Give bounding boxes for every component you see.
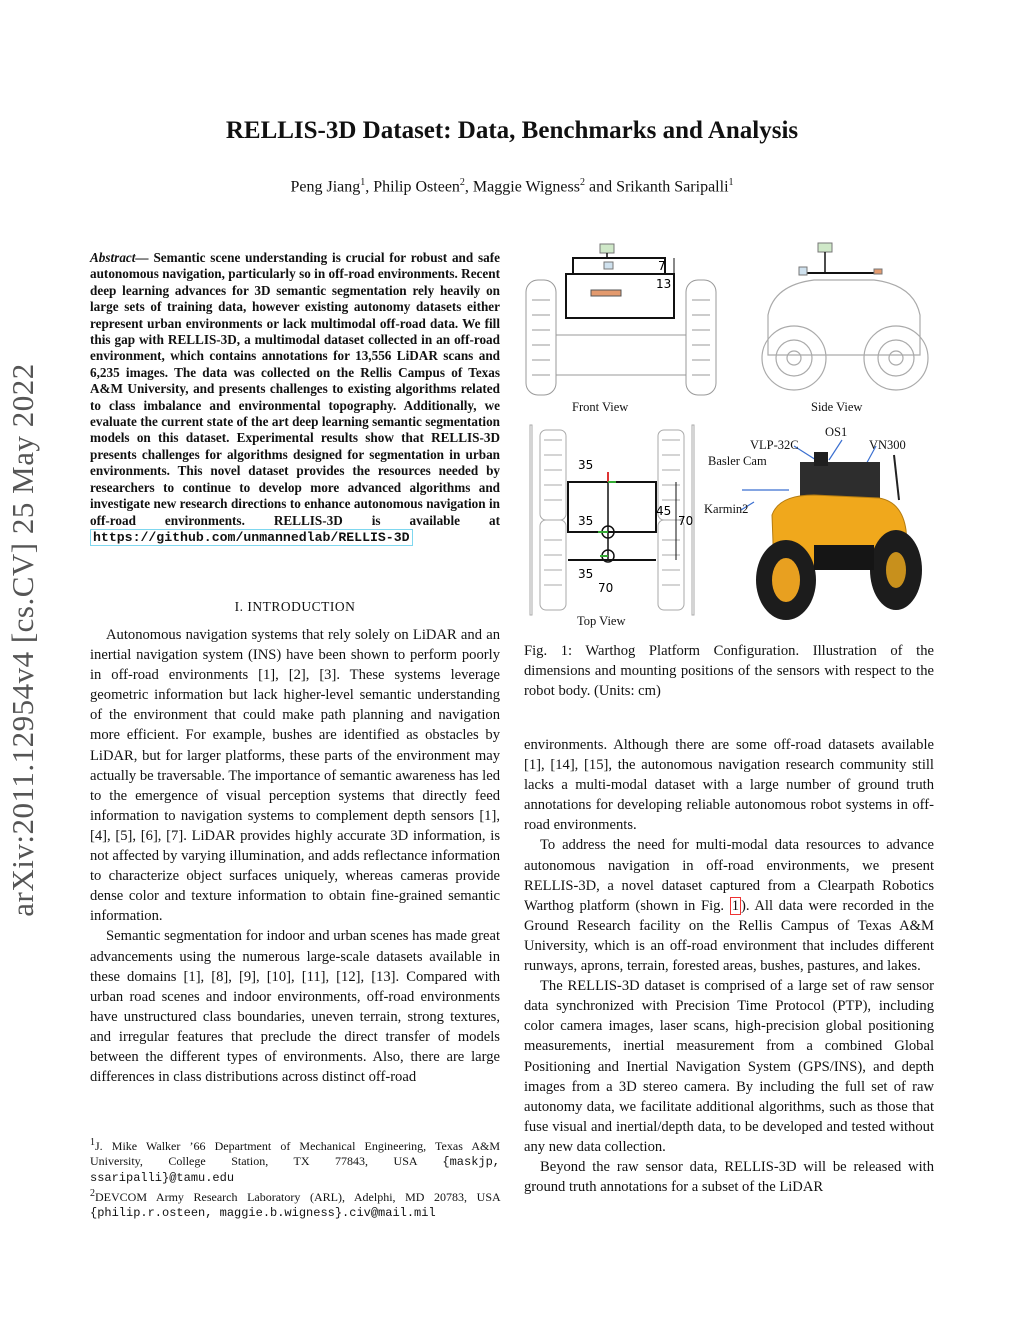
os1-label: OS1: [825, 425, 848, 439]
footnotes: [90, 1135, 500, 1221]
affiliation-mark: 2: [579, 177, 585, 188]
footnote-email: {philip.r.osteen, maggie.b.wigness}.civ@mail.mil: [90, 1206, 436, 1220]
lidar-icon: [604, 262, 613, 269]
dim-35-middle: 35: [578, 514, 594, 528]
gps-antenna-icon: [600, 244, 614, 253]
author-name: Philip Osteen: [373, 178, 460, 196]
author-list: Peng Jiang$^1$, Philip Osteen$^2$, Maggie Wigness$^2$ and Srikanth Saripalli$^1$: [290, 177, 734, 196]
side-view-diagram: [762, 280, 928, 390]
side-gps-icon: [818, 243, 832, 252]
karmin-label: Karmin2: [704, 502, 749, 516]
arxiv-identifier: arXiv:2011.12954v4 [cs.CV] 25 May 2022: [5, 363, 40, 917]
footnote-mark: 2: [90, 1188, 95, 1199]
side-view-label: Side View: [811, 400, 863, 414]
vn300-label: VN300: [869, 438, 906, 452]
basler-label: Basler Cam: [708, 454, 767, 468]
author-name: Maggie Wigness: [472, 178, 580, 196]
vlp-label: VLP-32C: [750, 438, 799, 452]
paragraph-text: To address the need for multi-modal data resources to advance autonomous navigation in off-road environments, we present RELLIS-3D, a novel dataset captured from a Clearpath Robotics Warthog platform (shown in Fig.: [524, 837, 934, 914]
right-paragraph: The RELLIS-3D dataset is comprised of a large set of raw sensor data synchronized with Precision Time Protocol (PTP), including color camera images, laser scans, high-precision global positioning measurements, inertial measurement from a combined Global Positioning and Inertial Navigation System (GPS/INS), and depth images from a 3D stereo camera. By including the full set of raw autonomy data, we facilitate additional algorithms, such as those that fuse visual and inertial/depth data, to be developed and tested without any new data collection.: [524, 978, 934, 1155]
right-paragraph: [524, 835, 934, 976]
figure-1: [524, 240, 944, 635]
footnote-1: [90, 1135, 500, 1186]
front-top-frame: [573, 258, 665, 274]
author-name: Srikanth Saripalli: [616, 178, 729, 196]
figure-caption: Fig. 1: Warthog Platform Configuration. Illustration of the dimensions and mounting positions of the sensors with respect to the robot body. (Units: cm): [524, 643, 934, 700]
dim-70-vertical: 70: [678, 514, 694, 528]
intro-body: [90, 625, 500, 1087]
dim-45: 45: [656, 504, 672, 518]
author-name: Peng Jiang: [290, 178, 361, 196]
dim-13: 13: [656, 277, 672, 291]
front-view-label: Front View: [572, 400, 629, 414]
dim-70-horizontal: 70: [598, 581, 614, 595]
abstract-label: Abstract—: [90, 250, 149, 265]
figure-reference-link[interactable]: 1: [731, 897, 740, 914]
warthog-robot-photo: [741, 440, 922, 620]
paragraph-text: ). All data were recorded in the Ground Research facility on the Rellis Campus of Texas A&M University, which is an off-road environment that includes different runways, aprons, terrain, forested areas, bushes, pastures, and lakes.: [524, 897, 935, 975]
footnote-email: {maskjp, ssaripalli}@tamu.edu: [90, 1155, 500, 1185]
footnote-2: [90, 1186, 500, 1221]
footnote-text: DEVCOM Army Research Laboratory (ARL), Adelphi, MD 20783, USA: [95, 1190, 500, 1204]
footnote-mark: 1: [90, 1137, 95, 1148]
footnote-text: J. Mike Walker ’66 Department of Mechanical Engineering, Texas A&M University, College Station, TX 77843, USA: [90, 1139, 500, 1168]
affiliation-mark: 1: [360, 177, 366, 188]
dim-7: 7: [658, 259, 666, 273]
dataset-link[interactable]: https://github.com/unmannedlab/RELLIS-3D: [90, 529, 413, 546]
camera-bar-icon: [591, 290, 621, 296]
side-lidar-icon: [799, 267, 807, 275]
affiliation-mark: 1: [728, 177, 734, 188]
right-paragraph: environments. Although there are some off-road datasets available [1], [14], [15], the autonomous navigation research community still lacks a multi-modal dataset with a large number of ground truth annotations for developing reliable autonomous robot systems in off-road environments.: [524, 737, 934, 834]
right-column-body: [524, 735, 934, 1197]
top-view-label: Top View: [577, 614, 626, 628]
section-heading: I. INTRODUCTION: [234, 599, 356, 614]
intro-paragraph: Semantic segmentation for indoor and urban scenes has made great advancements using the numerous large-scale datasets available in these domains [1], [8], [9], [10], [11], [12], [13]. Compared with urban road scenes and indoor environments, off-road environments have unstructured class boundaries, uneven terrain, strong textures, and irregular features that preclude the direct transfer of models between the different types of environments. Also, there are large differences in class distributions across distinct off-road: [90, 928, 500, 1086]
affiliation-mark: 2: [459, 177, 465, 188]
abstract: [90, 250, 500, 546]
paper-title: RELLIS-3D Dataset: Data, Benchmarks and Analysis: [225, 117, 799, 144]
abstract-text: Semantic scene understanding is crucial for robust and safe autonomous navigation, particularly so in off-road environments. Recent deep learning advances for 3D semantic segmentation rely heavily on large sets of training data, however existing autonomy datasets either represent urban environments or lack multimodal off-road data. We fill this gap with RELLIS-3D, a multimodal dataset collected in an off-road environment, which contains annotations for 13,556 LiDAR scans and 6,235 images. The data was collected on the Rellis Campus of Texas A&M University, and presents challenges to existing algorithms related to class imbalance and environmental topography. Additionally, we evaluate the current state of the art deep learning semantic segmentation models on this dataset. Experimental results show that RELLIS-3D presents challenges for algorithms designed for segmentation in urban environments. This novel dataset provides the resources needed by researchers to continue to develop more advanced algorithms and investigate new research directions to enhance autonomous navigation in off-road environments. RELLIS-3D is available at: [90, 250, 501, 528]
right-paragraph: Beyond the raw sensor data, RELLIS-3D will be released with ground truth annotations for a subset of the LiDAR: [524, 1158, 934, 1196]
dim-35-top: 35: [578, 458, 594, 472]
dim-35-bottom: 35: [578, 567, 594, 581]
intro-paragraph: Autonomous navigation systems that rely solely on LiDAR and an inertial navigation system (INS) have been shown to perform poorly in off-road environments [1], [2], [3]. These systems leverage geometric information but lack higher-level semantic understanding of the environment that could make path planning and navigation more efficient. For example, bushes are identified as obstacles by LiDAR, but for larger platforms, these parts of the environment may actually be traversable. The importance of semantic awareness has led to the emergence of visual perception systems that directly feed information to navigation systems to complement depth sensors [1], [4], [5], [6], [7]. LiDAR provides highly accurate 3D information, is not affected by varying illumination, and adds reflectance information to characterize object surfaces uniquely, whereas cameras provide dense color and texture information to obtain fine-grained semantic information.: [90, 627, 500, 925]
side-imu-icon: [874, 269, 882, 274]
